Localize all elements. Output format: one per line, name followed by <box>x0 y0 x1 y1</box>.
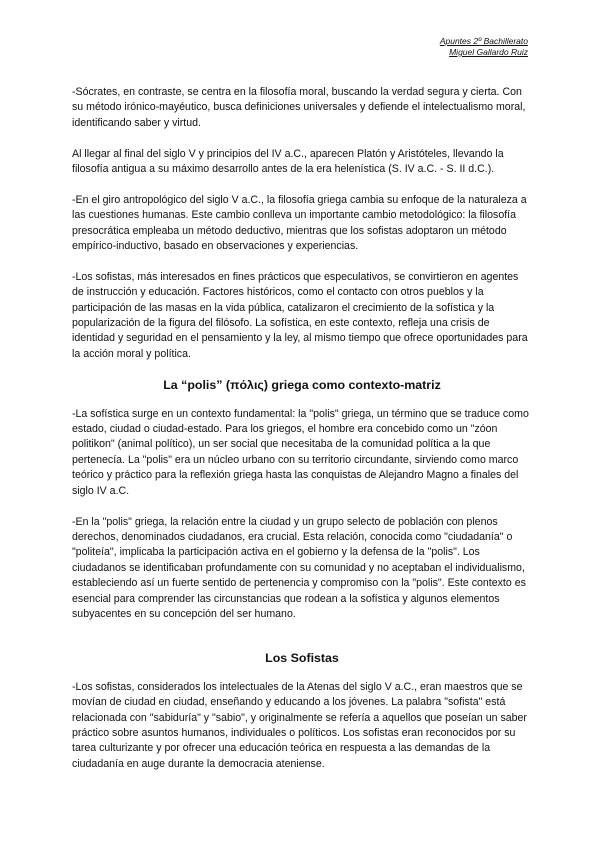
header-course: Apuntes 2º Bachillerato <box>439 36 528 46</box>
header-author: Miguel Gallardo Ruiz <box>449 47 528 57</box>
paragraph-platon-aristoteles: Al llegar al final del siglo V y principios del IV a.C., aparecen Platón y Aristóteles, llevando la filosofía antigua a su máximo desarrollo antes de la era helenística (S. IV a.C. - S. II d.C.). <box>72 147 504 176</box>
paragraph-socrates: -Sócrates, en contraste, se centra en la filosofía moral, buscando la verdad segura y cierta. Con su método irónico-mayéutico, busca definiciones universales y defiende el intelectualismo moral, identificando saber y virtud. <box>72 86 526 129</box>
section-heading-polis: La “polis” (πόλις) griega como contexto-matriz <box>163 378 441 393</box>
paragraph-polis-2: -En la "polis" griega, la relación entre la ciudad y un grupo selecto de población con plenos derechos, denominados ciudadanos, era crucial. Esta relación, conocida como "ciudadanía" o "politeía", implicaba la participación activa en el gobierno y la defensa de la "polis". Los ciudadanos se identificaban profundamente con su comunidad y no aceptaban el individualismo, estableciendo así un fuerte sentido de pertenencia y compromiso con la "polis". Este contexto es esencial para comprender las circunstancias que rodean a la sofística y algunos elementos subyacentes en su concepción del ser humano. <box>72 515 526 620</box>
paragraph-sofistas-1: -Los sofistas, considerados los intelectuales de la Atenas del siglo V a.C., eran maestros que se movían de ciudad en ciudad, enseñando y educando a los jóvenes. La palabra "sofista" está relacionada con "sabiduría" y "sabio", y originalmente se refería a aquellos que poseían un saber práctico sobre asuntos humanos, individuales o políticos. Los sofistas eran reconocidos por su tarea culturizante y por ofrecer una educación teórica en respuesta a las demandas de la ciudadanía en auge durante la democracia ateniense. <box>72 680 527 770</box>
section-heading-sofistas: Los Sofistas <box>265 651 339 666</box>
paragraph-sofistas-intro: -Los sofistas, más interesados en fines prácticos que especulativos, se convirtieron en agentes de instrucción y educación. Factores históricos, como el contacto con otros pueblos y la participación de las masas en la vida pública, catalizaron el crecimiento de la sofística y la popularización de la figura del filósofo. La sofística, en este contexto, refleja una crisis de identidad y seguridad en el pensamiento y la ley, al mismo tiempo que ofrece oportunidades para la acción moral y política. <box>72 270 528 360</box>
document-body <box>72 85 532 788</box>
paragraph-giro-antropologico: -En el giro antropológico del siglo V a.C., la filosofía griega cambia su enfoque de la naturaleza a las cuestiones humanas. Este cambio conlleva un importante cambio metodológico: la filosofía presocrática empleaba un método deductivo, mientras que los sofistas adoptaron un método empírico-inductivo, basado en observaciones y experiencias. <box>72 193 527 253</box>
paragraph-polis-1: -La sofística surge en un contexto fundamental: la "polis" griega, un término que se traduce como estado, ciudad o ciudad-estado. Para los griegos, el hombre era concebido como un "zóon politikon" (animal político), un ser social que necesitaba de la comunidad política a la que pertenecía. La "polis" era un núcleo urbano con su territorio circundante, sirviendo como marco teórico y práctico para la reflexión griega hasta las conquistas de Alejandro Magno a finales del siglo IV a.C. <box>72 407 529 497</box>
page-header <box>440 36 528 58</box>
